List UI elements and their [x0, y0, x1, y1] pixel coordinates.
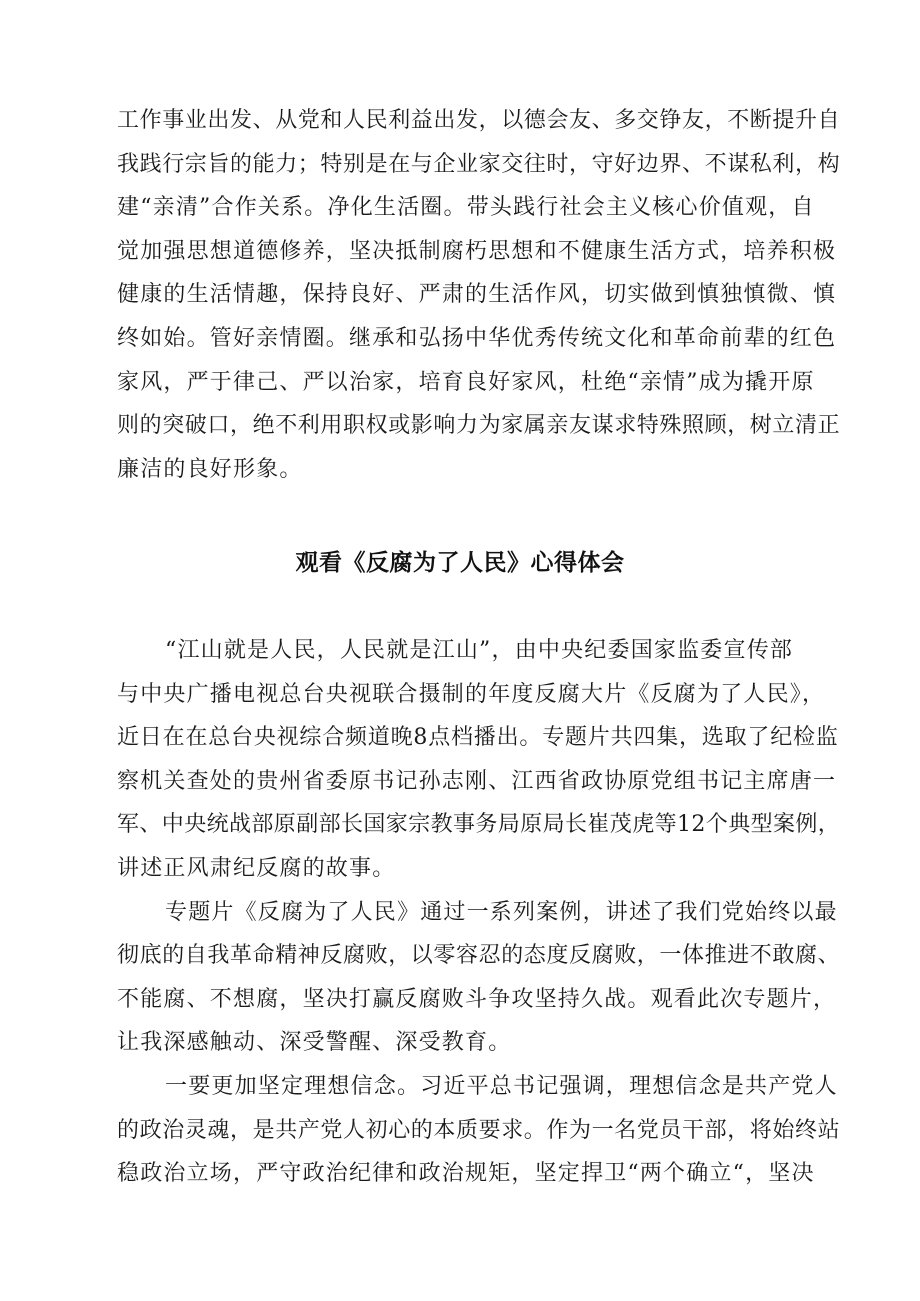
text-line: 觉加强思想道德修养，坚决抵制腐朽思想和不健康生活方式，培养积极	[117, 238, 837, 264]
text-line: 工作事业出发、从党和人民利益出发，以德会友、多交铮友，不断提升自	[117, 108, 841, 133]
continued-paragraph	[117, 99, 842, 491]
text-line: 军、中央统战部原副部长国家宗教事务局原局长崔茂虎等12个典型案例，	[117, 812, 841, 838]
text-line: 近日在在总台央视综合频道晚8点档播出。专题片共四集，选取了纪检监	[117, 725, 839, 751]
text-line: 让我深感触动、深受警醒、深受教育。	[117, 1030, 512, 1056]
text-line: 的政治灵魂，是共产党人初心的本质要求。作为一名党员干部，将始终站	[117, 1117, 841, 1143]
text-line: 稳政治立场，严守政治纪律和政治规矩，坚定捍卫“两个确立“，坚决	[117, 1161, 815, 1187]
text-line: 我践行宗旨的能力；特别是在与企业家交往时，守好边界、不谋私利，构	[117, 151, 841, 177]
text-line: 不能腐、不想腐，坚决打赢反腐败斗争攻坚持久战。观看此次专题片，	[117, 986, 837, 1012]
text-line: 家风，严于律己、严以治家，培育良好家风，杜绝“亲情”成为撬开原	[117, 369, 815, 395]
paragraph-intro	[117, 629, 842, 1196]
text-line: 建“亲清”合作关系。净化生活圈。带头践行社会主义核心价值观，自	[117, 195, 815, 221]
text-line: 讲述正风肃纪反腐的故事。	[117, 855, 396, 881]
text-line: 与中央广播电视总台央视联合摄制的年度反腐大片《反腐为了人民》，	[117, 681, 826, 707]
text-line: 健康的生活情趣，保持良好、严肃的生活作风，切实做到慎独慎微、慎	[117, 282, 837, 308]
text-line: 一要更加坚定理想信念。习近平总书记强调，理想信念是共产党人	[165, 1073, 838, 1099]
text-line: 专题片《反腐为了人民》通过一系列案例，讲述了我们党始终以最	[165, 899, 838, 925]
text-line: 则的突破口，绝不利用职权或影响力为家属亲友谋求特殊照顾，树立清正	[117, 413, 841, 439]
text-line: “江山就是人民，人民就是江山”，由中央纪委国家监委宣传部	[165, 638, 794, 663]
text-line: 终如始。管好亲情圈。继承和弘扬中华优秀传统文化和革命前辈的红色	[117, 325, 837, 351]
text-line: 察机关查处的贵州省委原书记孙志刚、江西省政协原党组书记主席唐一	[117, 768, 837, 794]
text-line: 彻底的自我革命精神反腐败，以零容忍的态度反腐败，一体推进不敢腐、	[117, 943, 841, 969]
article-title: 观看《反腐为了人民》心得体会	[295, 550, 625, 576]
text-line: 廉洁的良好形象。	[117, 456, 303, 482]
